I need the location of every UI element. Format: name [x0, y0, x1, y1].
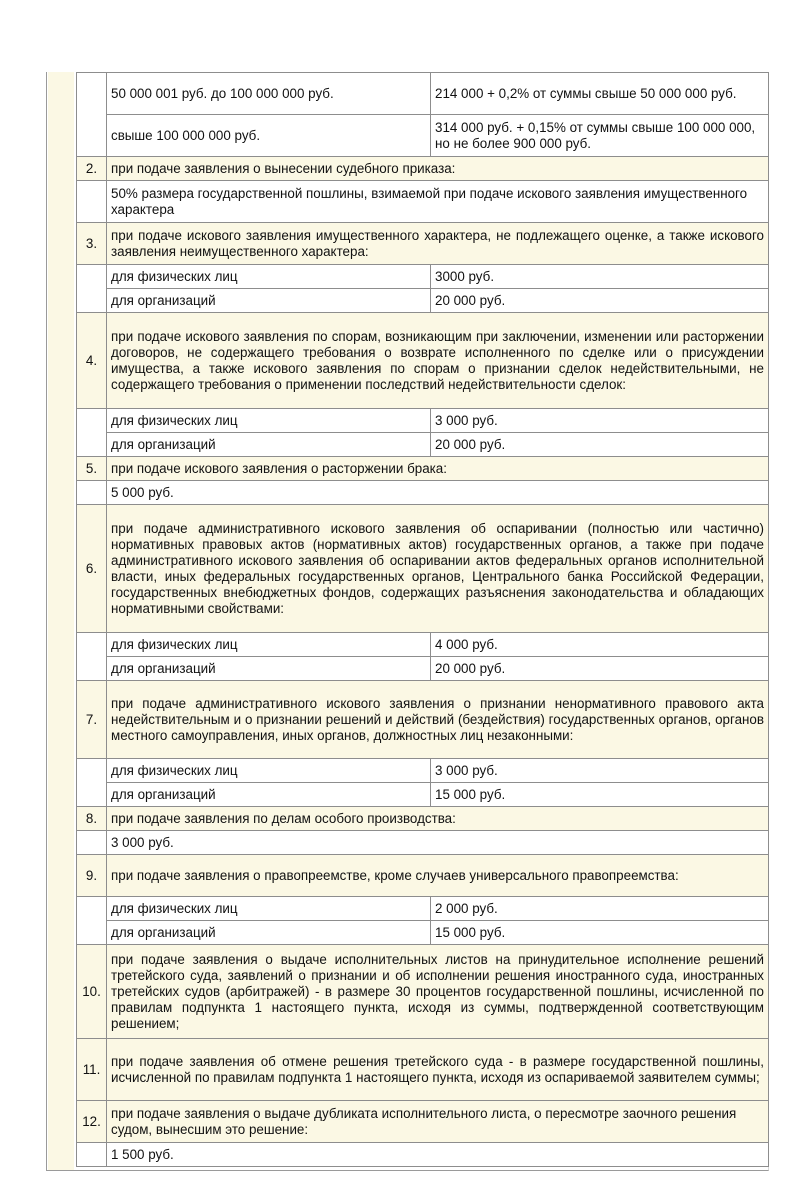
- table-row: [77, 433, 769, 457]
- phys-label: для физических лиц: [107, 759, 431, 783]
- item-number: 7.: [77, 681, 107, 759]
- item-title: при подаче заявления по делам особого производства:: [107, 807, 769, 831]
- org-fee: 15 000 руб.: [431, 921, 769, 945]
- table-row: [77, 505, 769, 633]
- table-row: [77, 115, 769, 157]
- fee-cell: 214 000 + 0,2% от суммы свыше 50 000 000 руб.: [431, 73, 769, 115]
- num-cell-empty: [77, 481, 107, 505]
- phys-fee: 3 000 руб.: [431, 759, 769, 783]
- phys-label: для физических лиц: [107, 409, 431, 433]
- fee-cell: 314 000 руб. + 0,15% от суммы свыше 100 000 000, но не более 900 000 руб.: [431, 115, 769, 157]
- item-text: 5 000 руб.: [107, 481, 769, 505]
- table-row: [77, 289, 769, 313]
- table-row: [77, 759, 769, 783]
- left-margin-strip: [48, 72, 74, 1170]
- table-row: [77, 481, 769, 505]
- item-number: 3.: [77, 223, 107, 265]
- phys-fee: 3000 руб.: [431, 265, 769, 289]
- item-number: 11.: [77, 1039, 107, 1101]
- item-number: 12.: [77, 1101, 107, 1143]
- table-row: [77, 1039, 769, 1101]
- num-cell-empty: [77, 409, 107, 457]
- table-row: [77, 897, 769, 921]
- range-cell: свыше 100 000 000 руб.: [107, 115, 431, 157]
- num-cell-empty: [77, 265, 107, 313]
- org-label: для организаций: [107, 657, 431, 681]
- item-number: 6.: [77, 505, 107, 633]
- table-row: [77, 409, 769, 433]
- table-row: [77, 1101, 769, 1143]
- item-title: при подаче заявления о вынесении судебного приказа:: [107, 157, 769, 181]
- org-label: для организаций: [107, 433, 431, 457]
- table-row: [77, 657, 769, 681]
- item-title: при подаче административного искового заявления о признании ненормативного правового акта недействительным и о признании решений и действий (бездействия) государственных органов, органов местного самоуправления, иных органов, должностных лиц незаконными:: [107, 681, 769, 759]
- org-fee: 20 000 руб.: [431, 433, 769, 457]
- org-label: для организаций: [107, 921, 431, 945]
- item-number: 2.: [77, 157, 107, 181]
- phys-label: для физических лиц: [107, 633, 431, 657]
- item-number: 4.: [77, 313, 107, 409]
- phys-fee: 4 000 руб.: [431, 633, 769, 657]
- org-label: для организаций: [107, 289, 431, 313]
- item-title: при подаче заявления о правопреемстве, кроме случаев универсального правопреемства:: [107, 855, 769, 897]
- item-title: при подаче искового заявления о расторжении брака:: [107, 457, 769, 481]
- table-row: [77, 807, 769, 831]
- item-title: при подаче заявления об отмене решения третейского суда - в размере государственной пошлины, исчисленной по правилам подпункта 1 настоящего пункта, исходя из оспариваемой заявителем суммы;: [107, 1039, 769, 1101]
- item-text: 1 500 руб.: [107, 1143, 769, 1167]
- item-title: при подаче искового заявления имущественного характера, не подлежащего оценке, а также искового заявления неимущественного характера:: [107, 223, 769, 265]
- item-number: 9.: [77, 855, 107, 897]
- table-row: [77, 181, 769, 223]
- phys-label: для физических лиц: [107, 265, 431, 289]
- org-fee: 20 000 руб.: [431, 289, 769, 313]
- item-number: 8.: [77, 807, 107, 831]
- item-number: 10.: [77, 945, 107, 1039]
- num-cell-empty: [77, 633, 107, 681]
- table-row: [77, 831, 769, 855]
- item-title: при подаче заявления о выдаче дубликата исполнительного листа, о пересмотре заочного решения судом, вынесшим это решение:: [107, 1101, 769, 1143]
- num-cell-empty: [77, 831, 107, 855]
- num-cell-empty: [77, 73, 107, 157]
- num-cell-empty: [77, 759, 107, 807]
- num-cell-empty: [77, 181, 107, 223]
- table-row: [77, 457, 769, 481]
- table-row: [77, 681, 769, 759]
- num-cell-empty: [77, 1143, 107, 1167]
- item-title: при подаче заявления о выдаче исполнительных листов на принудительное исполнение решений третейского суда, заявлений о признании и об исполнении решения иностранного суда, иностранных третейских судов (арбитражей) - в размере 30 процентов государственной пошлины, исчисленной по правилам подпункта 1 настоящего пункта, исходя из суммы, подтвержденной соответствующим решением;: [107, 945, 769, 1039]
- table-row: [77, 1143, 769, 1167]
- org-label: для организаций: [107, 783, 431, 807]
- table-row: [77, 313, 769, 409]
- phys-fee: 2 000 руб.: [431, 897, 769, 921]
- phys-label: для физических лиц: [107, 897, 431, 921]
- table-row: [77, 921, 769, 945]
- table-row: [77, 223, 769, 265]
- table-row: [77, 73, 769, 115]
- item-text: 50% размера государственной пошлины, взимаемой при подаче искового заявления имущественного характера: [107, 181, 769, 223]
- table-row: [77, 157, 769, 181]
- table-row: [77, 633, 769, 657]
- table-row: [77, 855, 769, 897]
- phys-fee: 3 000 руб.: [431, 409, 769, 433]
- table-row: [77, 783, 769, 807]
- org-fee: 20 000 руб.: [431, 657, 769, 681]
- num-cell-empty: [77, 897, 107, 945]
- org-fee: 15 000 руб.: [431, 783, 769, 807]
- item-number: 5.: [77, 457, 107, 481]
- item-title: при подаче искового заявления по спорам, возникающим при заключении, изменении или расторжении договоров, не содержащего требования о возврате исполненного по сделке или о присуждении имущества, а также искового заявления по спорам о признании сделок недействительными, не содержащего требования о применении последствий недействительности сделок:: [107, 313, 769, 409]
- item-text: 3 000 руб.: [107, 831, 769, 855]
- table-row: [77, 945, 769, 1039]
- fee-table: [76, 72, 769, 1167]
- range-cell: 50 000 001 руб. до 100 000 000 руб.: [107, 73, 431, 115]
- table-row: [77, 265, 769, 289]
- item-title: при подаче административного искового заявления об оспаривании (полностью или частично) нормативных правовых актов (нормативных актов) государственных органов, а также при подаче административного искового заявления об оспаривании актов федеральных органов исполнительной власти, иных федеральных государственных органов, Центрального банка Российской Федерации, государственных внебюджетных фондов, содержащих разъяснения законодательства и обладающих нормативными свойствами:: [107, 505, 769, 633]
